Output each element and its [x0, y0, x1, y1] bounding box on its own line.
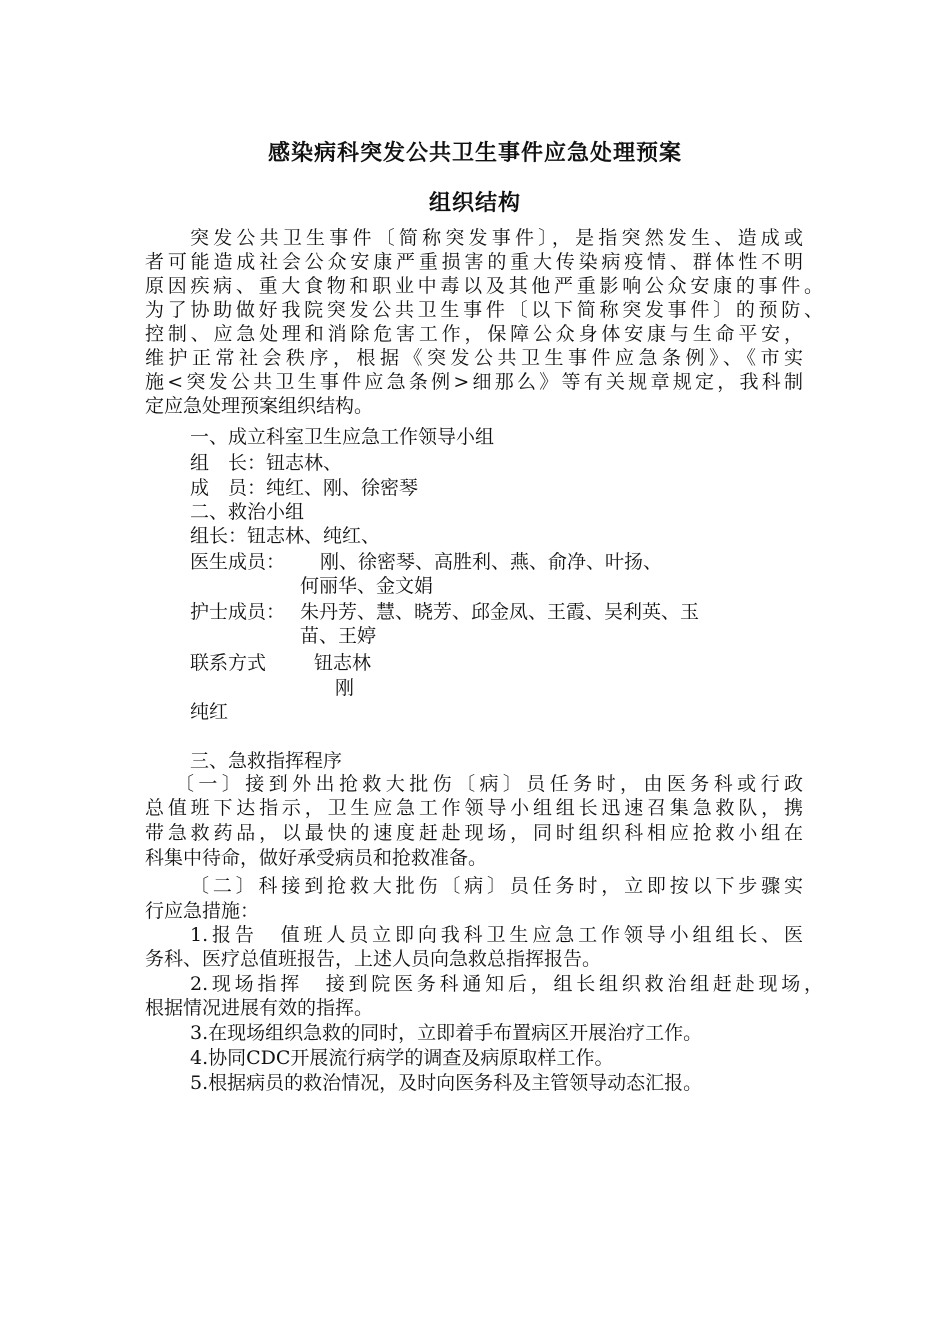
step-item: 根据情况进展有效的指挥。: [145, 997, 374, 1019]
intro-line: 突发公共卫生事件〔简称突发事件〕，是指突然发生、造成或: [190, 227, 803, 249]
nurses-list: 苗、王婷: [300, 625, 377, 647]
paragraph-line: 〔一〕接到外出抢救大批伤〔病〕员任务时，由医务科或行政: [175, 773, 803, 795]
intro-line: 者可能造成社会公众安康严重损害的重大传染病疫情、群体性不明: [145, 251, 803, 273]
step-item: 5.根据病员的救治情况，及时向医务科及主管领导动态汇报。: [190, 1072, 703, 1094]
step-item: 务科、医疗总值班报告，上述人员向急救总指挥报告。: [145, 948, 602, 970]
paragraph-line: 行应急措施：: [145, 900, 260, 922]
nurses-label: 护士成员：: [190, 601, 286, 623]
step-item: 2.现场指挥 接到院医务科通知后，组长组织救治组赶赴现场，: [190, 973, 823, 995]
contact-label: 联系方式: [190, 652, 267, 674]
document-title: 感染病科突发公共卫生事件应急处理预案: [267, 141, 682, 166]
intro-line: 为了协助做好我院突发公共卫生事件〔以下简称突发事件〕的预防、: [145, 299, 823, 321]
document-subtitle: 组织结构: [428, 191, 521, 216]
group-members: 成 员：纯红、刚、徐密琴: [190, 477, 419, 499]
section-heading: 二、救治小组: [190, 501, 305, 523]
contact-name: 纯红: [190, 701, 229, 723]
nurses-list: 朱丹芳、慧、晓芳、邱金凤、王霞、吴利英、玉: [300, 601, 700, 623]
paragraph-line: 〔二〕科接到抢救大批伤〔病〕员任务时，立即按以下步骤实: [190, 875, 803, 897]
intro-line: 控制、应急处理和消除危害工作，保障公众身体安康与生命平安，: [145, 323, 803, 345]
section-heading: 一、成立科室卫生应急工作领导小组: [190, 426, 495, 448]
step-item: 1.报告 值班人员立即向我科卫生应急工作领导小组组长、医: [190, 924, 803, 946]
doctors-label: 医生成员：: [190, 551, 286, 573]
group-leader: 组长：钮志林、纯红、: [190, 525, 381, 547]
doctors-list: 刚、徐密琴、高胜利、燕、俞净、叶扬、: [320, 551, 663, 573]
contact-name: 刚: [335, 677, 355, 699]
contact-name: 钮志林: [314, 652, 372, 674]
doctors-list: 何丽华、金文娟: [300, 575, 434, 597]
intro-line: 维护正常社会秩序，根据《突发公共卫生事件应急条例》、《市实: [145, 347, 803, 369]
paragraph-line: 带急救药品，以最快的速度赶赴现场，同时组织科相应抢救小组在: [145, 822, 803, 844]
intro-line: 定应急处理预案组织结构。: [145, 395, 374, 417]
paragraph-line: 总值班下达指示，卫生应急工作领导小组组长迅速召集急救队，携: [145, 797, 803, 819]
group-leader: 组 长：钮志林、: [190, 452, 343, 474]
step-item: 3.在现场组织急救的同时，立即着手布置病区开展治疗工作。: [190, 1022, 703, 1044]
intro-line: 原因疾病、重大食物和职业中毒以及其他严重影响公众安康的事件。: [145, 275, 823, 297]
section-heading: 三、急救指挥程序: [190, 750, 343, 772]
paragraph-line: 科集中待命，做好承受病员和抢救准备。: [145, 847, 488, 869]
intro-line: 施<突发公共卫生事件应急条例>细那么》等有关规章规定，我科制: [145, 371, 803, 393]
step-item: 4.协同CDC开展流行病学的调查及病原取样工作。: [190, 1047, 614, 1069]
